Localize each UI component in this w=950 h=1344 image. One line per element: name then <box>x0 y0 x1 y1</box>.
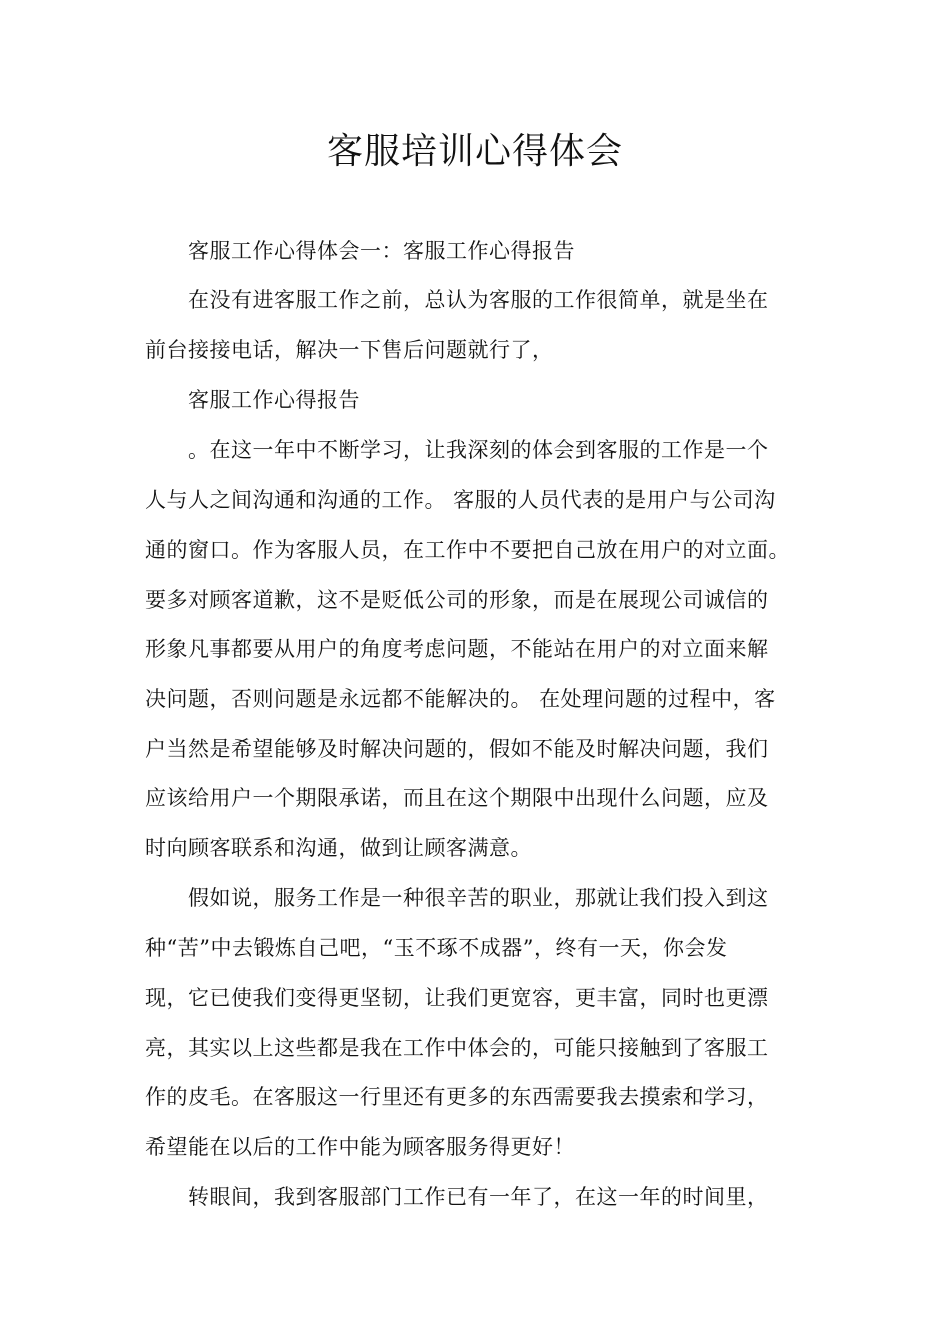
text-line: 决问题，否则问题是永远都不能解决的。 在处理问题的过程中，客 <box>145 687 776 711</box>
text-line: 通的窗口。作为客服人员，在工作中不要把自己放在用户的对立面。 <box>145 538 790 562</box>
text-line: 客服工作心得体会一：客服工作心得报告 <box>188 239 575 263</box>
text-line: 要多对顾客道歉，这不是贬低公司的形象，而是在展现公司诚信的 <box>145 588 769 612</box>
text-line: 应该给用户一个期限承诺，而且在这个期限中出现什么问题，应及 <box>145 786 769 810</box>
text-line: 前台接接电话，解决一下售后问题就行了， <box>145 338 554 362</box>
text-line: 形象凡事都要从用户的角度考虑问题，不能站在用户的对立面来解 <box>145 637 769 661</box>
text-line: 转眼间，我到客服部门工作已有一年了，在这一年的时间里， <box>188 1185 769 1209</box>
text-line: 现，它已使我们变得更坚韧，让我们更宽容，更丰富，同时也更漂 <box>145 986 769 1010</box>
text-line: 作的皮毛。在客服这一行里还有更多的东西需要我去摸索和学习， <box>145 1085 769 1109</box>
text-line: 户当然是希望能够及时解决问题的，假如不能及时解决问题，我们 <box>145 737 769 761</box>
text-line: 在没有进客服工作之前，总认为客服的工作很简单，就是坐在 <box>188 288 769 312</box>
text-line: 客服工作心得报告 <box>188 388 360 412</box>
text-line: 时向顾客联系和沟通，做到让顾客满意。 <box>145 836 532 860</box>
text-line: 人与人之间沟通和沟通的工作。 客服的人员代表的是用户与公司沟 <box>145 488 776 512</box>
document-title: 客服培训心得体会 <box>326 131 623 172</box>
text-line: 希望能在以后的工作中能为顾客服务得更好！ <box>145 1135 575 1159</box>
text-line: 假如说，服务工作是一种很辛苦的职业，那就让我们投入到这 <box>188 886 769 910</box>
text-line: 种“苦”中去锻炼自己吧，“玉不琢不成器”，终有一天，你会发 <box>145 936 728 960</box>
text-line: 。在这一年中不断学习，让我深刻的体会到客服的工作是一个 <box>188 438 769 462</box>
text-line: 亮，其实以上这些都是我在工作中体会的，可能只接触到了客服工 <box>145 1036 769 1060</box>
